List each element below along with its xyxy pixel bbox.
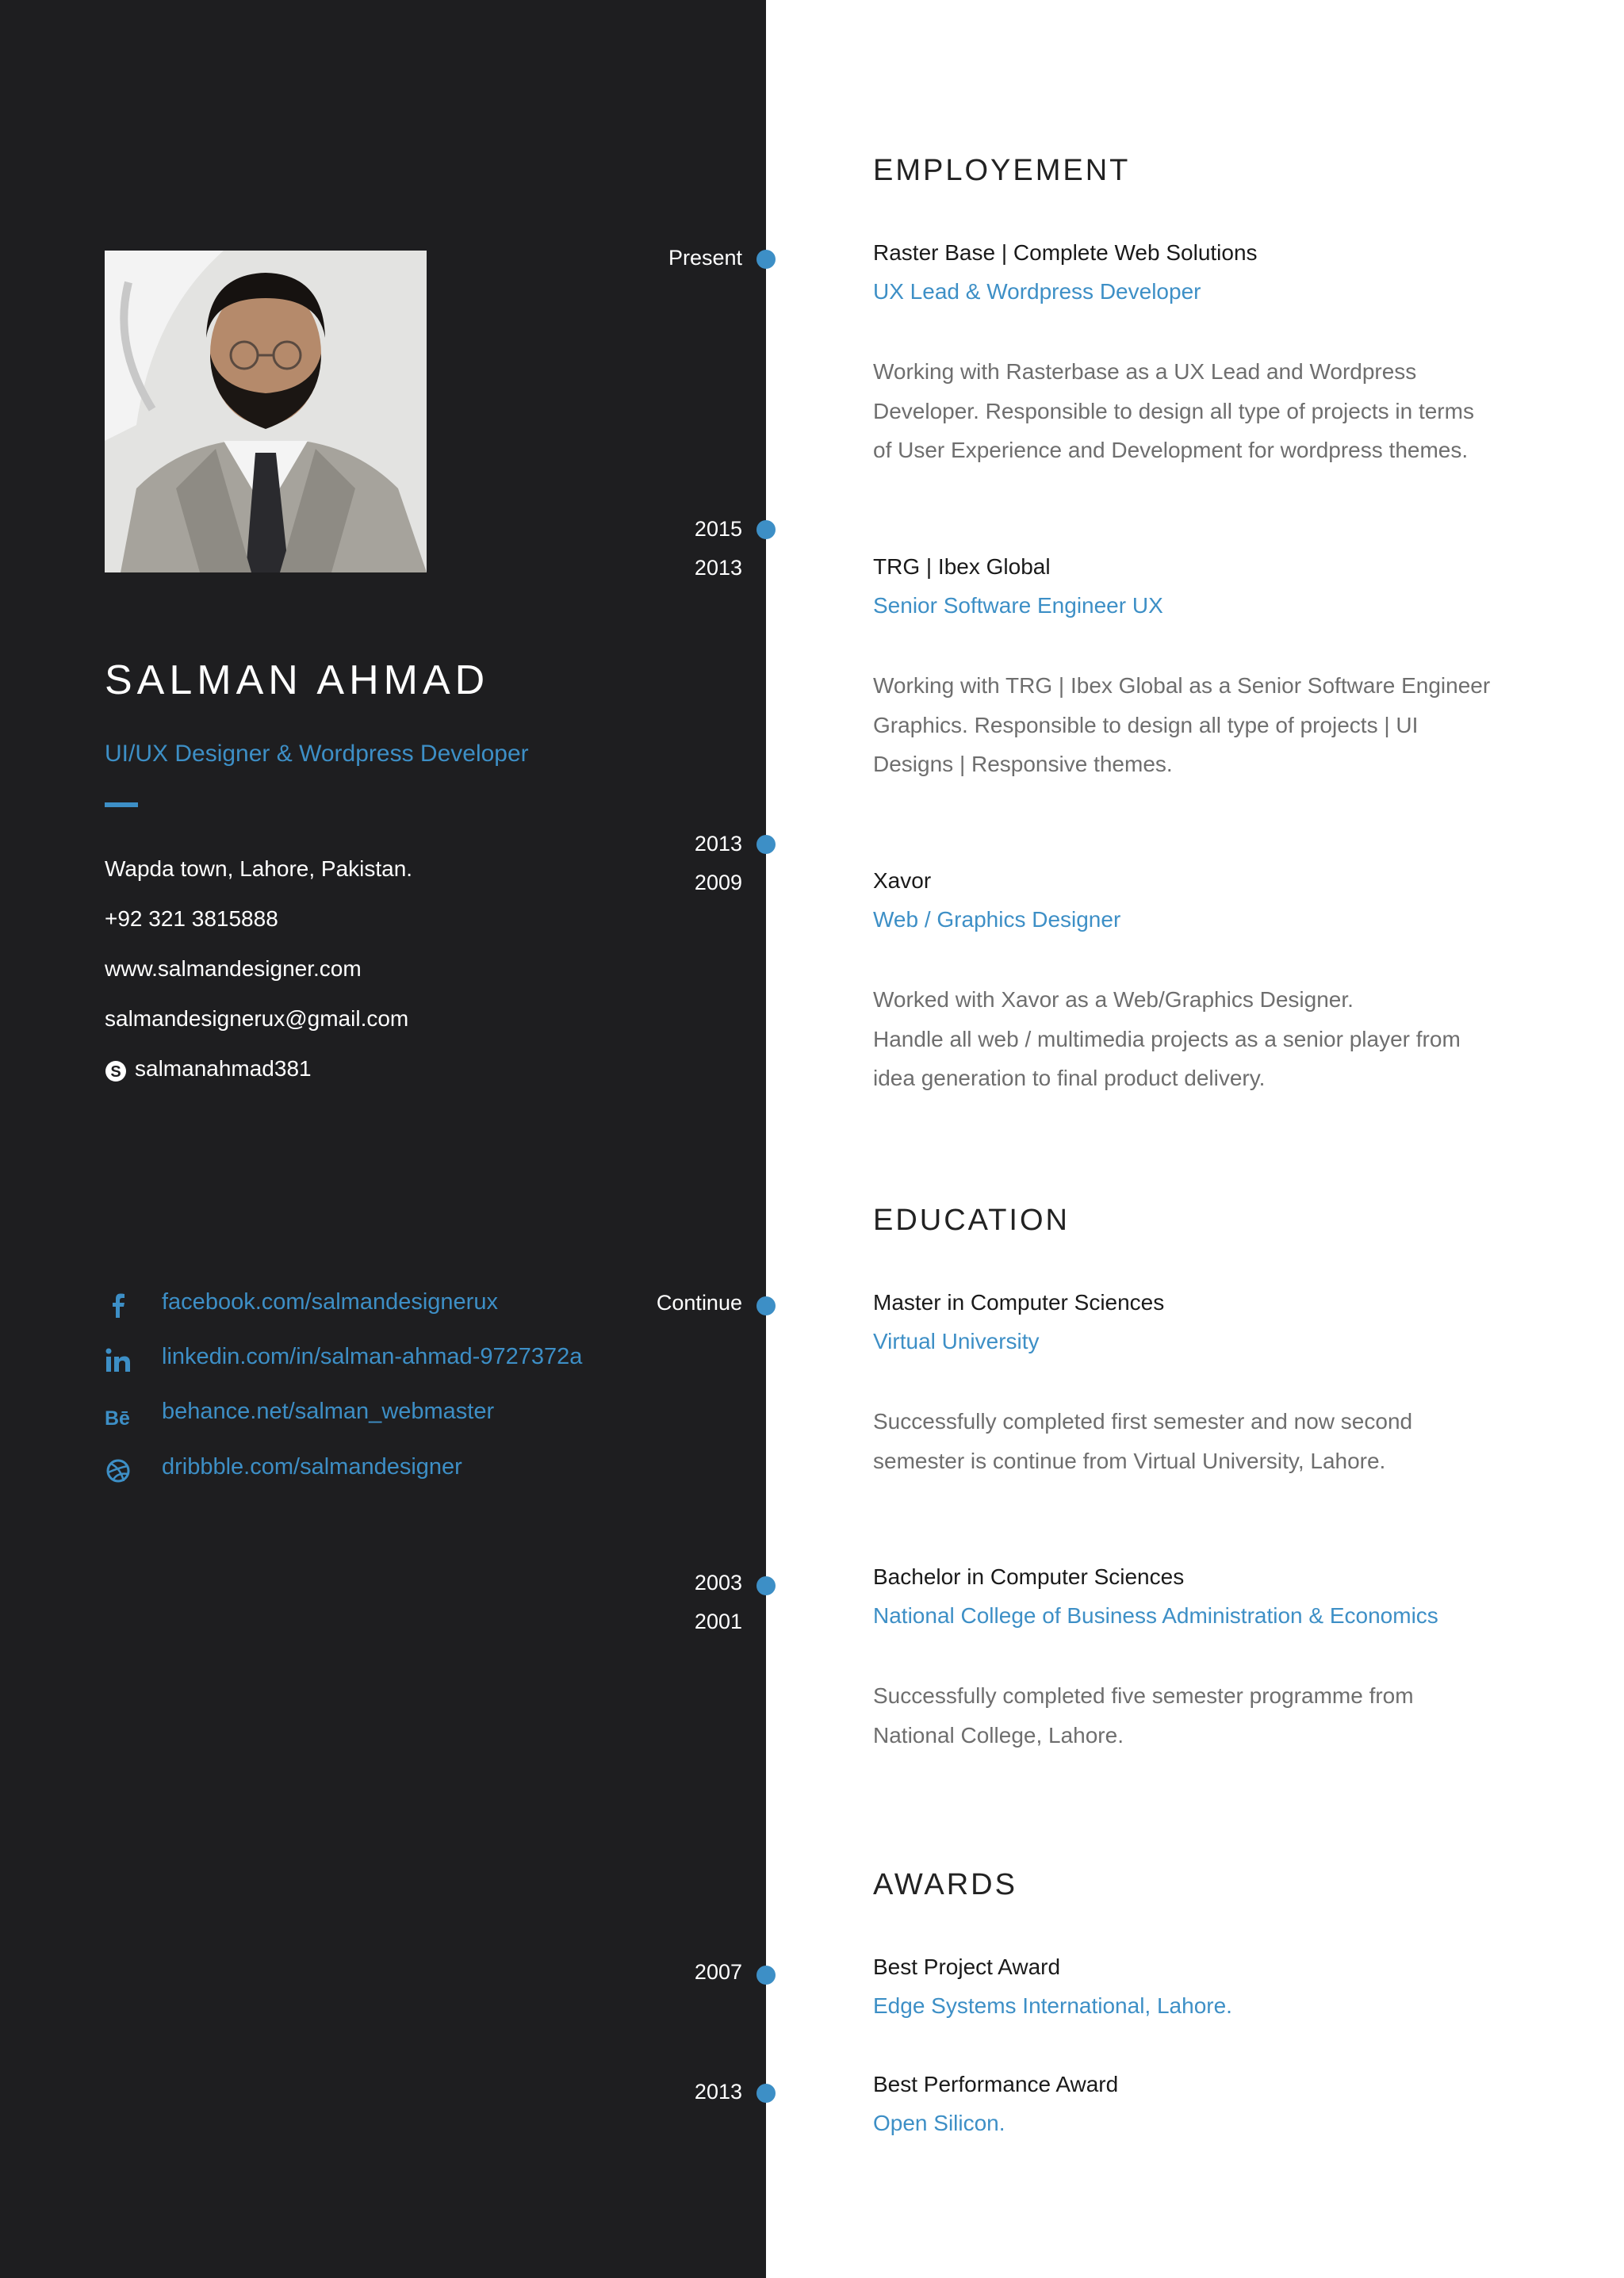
svg-text:S: S [110,1063,121,1081]
employment-company: TRG | Ibex Global [873,554,1051,579]
timeline-date: 2015 [694,517,742,541]
svg-text:Bē: Bē [105,1407,130,1429]
timeline-date: 2013 [694,2080,742,2104]
address: Wapda town, Lahore, Pakistan. [105,856,413,881]
facebook-icon [105,1292,132,1319]
timeline-dot [756,1966,776,1985]
skype-handle[interactable]: salmanahmad381 [135,1056,312,1081]
education-school: National College of Business Administration & Economics [873,1603,1438,1628]
education-school: Virtual University [873,1329,1040,1353]
timeline-dot [756,2084,776,2103]
employment-description: Working with TRG | Ibex Global as a Senior Software Engineer Graphics. Responsible to design all type of projects | UI Designs | Responsive themes. [873,673,1491,776]
employment-position: UX Lead & Wordpress Developer [873,279,1201,304]
education-degree: Bachelor in Computer Sciences [873,1564,1185,1589]
timeline-date: 2007 [694,1960,742,1984]
timeline-date: 2003 [694,1571,742,1595]
education-heading: EDUCATION [873,1204,1070,1237]
employment-company: Xavor [873,868,932,893]
award-name: Best Project Award [873,1954,1061,1979]
employment-company: Raster Base | Complete Web Solutions [873,240,1258,265]
timeline-date: 2013 [694,832,742,856]
timeline-date: 2009 [694,871,742,894]
award-organization: Open Silicon. [873,2111,1005,2135]
education-description: Successfully completed five semester programme from National College, Lahore. [873,1683,1414,1748]
timeline-dot [756,1296,776,1315]
facebook-link[interactable]: facebook.com/salmandesignerux [162,1289,498,1315]
email[interactable]: salmandesignerux@gmail.com [105,1006,409,1031]
award-name: Best Performance Award [873,2072,1119,2096]
skype-icon [105,1060,127,1082]
timeline-dot [756,520,776,539]
timeline-date: 2013 [694,556,742,580]
timeline-date: Continue [656,1291,742,1315]
profile-photo [105,251,427,572]
employment-heading: EMPLOYEMENT [873,154,1131,187]
behance-icon [105,1402,132,1429]
employment-description: Working with Rasterbase as a UX Lead and Wordpress Developer. Responsible to design all type of projects in terms of User Experience and Development for wordpress themes. [873,359,1474,462]
employment-position: Web / Graphics Designer [873,907,1121,932]
employment-description: Worked with Xavor as a Web/Graphics Designer. Handle all web / multimedia projects as a senior player from idea generation to final product delivery. [873,987,1461,1090]
timeline-date: Present [668,246,742,270]
award-organization: Edge Systems International, Lahore. [873,1993,1232,2018]
linkedin-link[interactable]: linkedin.com/in/salman-ahmad-9727372a [162,1344,583,1369]
awards-heading: AWARDS [873,1868,1017,1901]
phone[interactable]: +92 321 3815888 [105,906,278,931]
person-role: UI/UX Designer & Wordpress Developer [105,741,529,767]
timeline-dot [756,250,776,269]
website[interactable]: www.salmandesigner.com [105,956,362,981]
education-degree: Master in Computer Sciences [873,1290,1165,1315]
employment-position: Senior Software Engineer UX [873,593,1163,618]
timeline-dot [756,1576,776,1595]
dribbble-link[interactable]: dribbble.com/salmandesigner [162,1454,462,1480]
timeline-dot [756,835,776,854]
person-name: SALMAN AHMAD [105,657,490,703]
timeline-date: 2001 [694,1610,742,1633]
behance-link[interactable]: behance.net/salman_webmaster [162,1399,495,1424]
linkedin-icon [105,1347,132,1374]
education-description: Successfully completed first semester and now second semester is continue from Virtual University, Lahore. [873,1409,1413,1473]
accent-divider [105,802,138,807]
dribbble-icon [105,1457,132,1484]
